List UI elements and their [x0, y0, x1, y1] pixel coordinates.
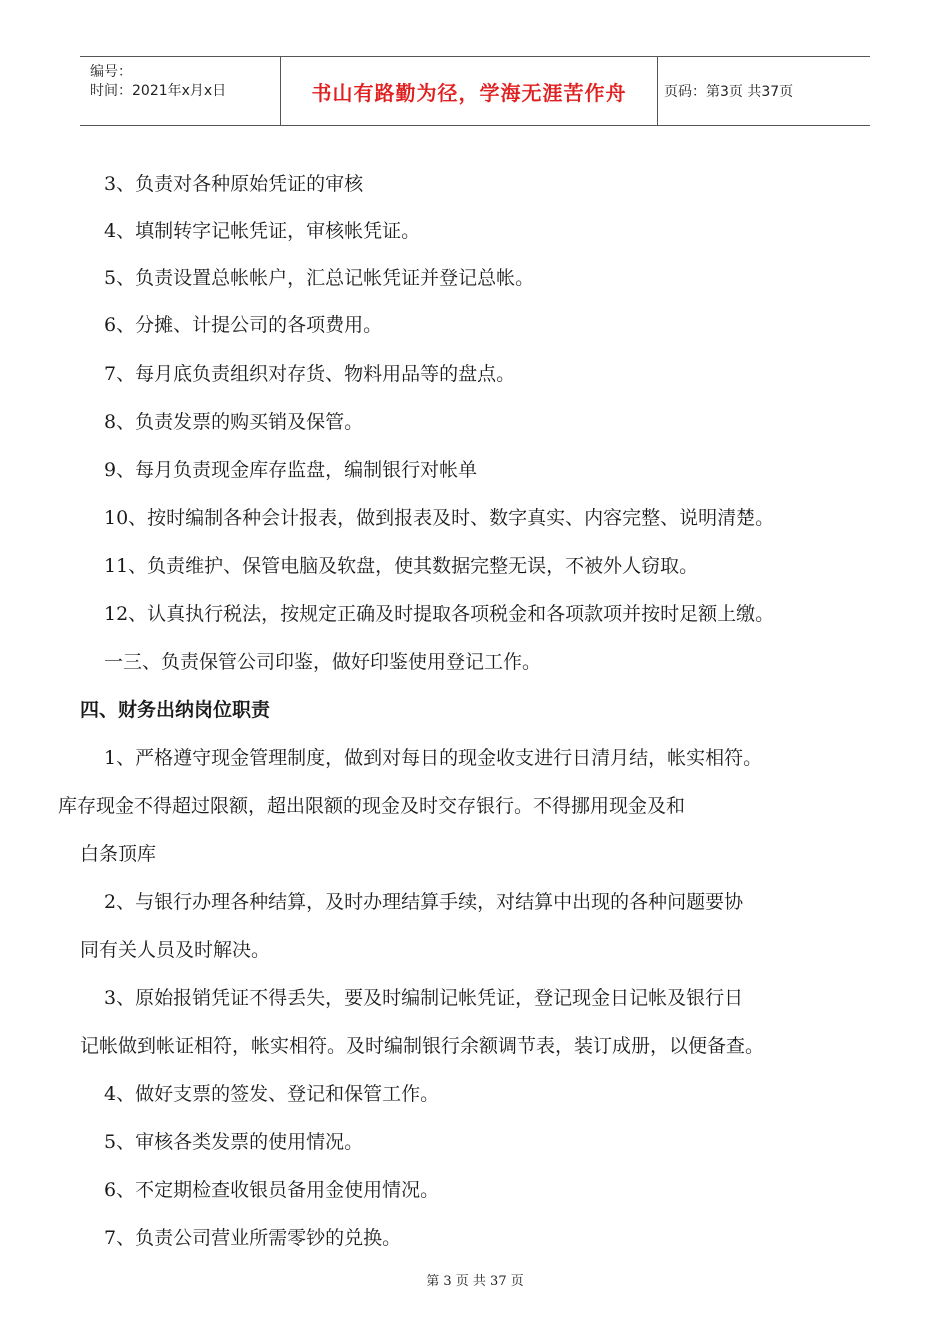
- duty-line-12: 12、认真执行税法，按规定正确及时提取各项税金和各项款项并按时足额上缴。: [104, 603, 775, 625]
- cashier-line-2-cont: 同有关人员及时解决。: [80, 939, 271, 961]
- duty-line-7: 7、每月底负责组织对存货、物料用品等的盘点。: [104, 363, 516, 385]
- cashier-line-3-cont: 记帐做到帐证相符，帐实相符。及时编制银行余额调节表，装订成册，以便备查。: [80, 1035, 765, 1057]
- duty-line-6: 6、分摊、计提公司的各项费用。: [104, 314, 383, 336]
- header-motto-cell: [280, 57, 658, 125]
- header-page-info: 页码：第3页 共37页: [664, 84, 794, 100]
- doc-number-label: 编号：: [90, 64, 132, 80]
- page-header: [80, 56, 870, 126]
- duty-line-4: 4、填制转字记帐凭证，审核帐凭证。: [104, 220, 421, 242]
- duty-line-9: 9、每月负责现金库存监盘，编制银行对帐单: [104, 459, 478, 481]
- duty-line-11: 11、负责维护、保管电脑及软盘，使其数据完整无误，不被外人窃取。: [104, 555, 699, 577]
- cashier-line-5: 5、审核各类发票的使用情况。: [104, 1131, 364, 1153]
- doc-date-label: 时间：2021年x月x日: [90, 83, 227, 99]
- header-meta: [80, 57, 280, 125]
- cashier-line-2: 2、与银行办理各种结算，及时办理结算手续，对结算中出现的各种问题要协: [104, 891, 744, 913]
- duty-line-3: 3、负责对各种原始凭证的审核: [104, 173, 364, 195]
- cashier-line-4: 4、做好支票的签发、登记和保管工作。: [104, 1083, 440, 1105]
- header-page-cell: [656, 57, 870, 125]
- cashier-line-7: 7、负责公司营业所需零钞的兑换。: [104, 1227, 402, 1249]
- duty-line-10: 10、按时编制各种会计报表，做到报表及时、数字真实、内容完整、说明清楚。: [104, 507, 775, 529]
- cashier-line-1: 1、严格遵守现金管理制度，做到对每日的现金收支进行日清月结，帐实相符。: [104, 747, 763, 769]
- cashier-line-1-cont: 库存现金不得超过限额，超出限额的现金及时交存银行。不得挪用现金及和: [58, 795, 686, 817]
- section-heading-cashier: 四、财务出纳岗位职责: [80, 699, 271, 721]
- cashier-line-3: 3、原始报销凭证不得丢失，要及时编制记帐凭证，登记现金日记帐及银行日: [104, 987, 744, 1009]
- duty-line-5: 5、负责设置总帐帐户，汇总记帐凭证并登记总帐。: [104, 267, 535, 289]
- duty-line-8: 8、负责发票的购买销及保管。: [104, 411, 364, 433]
- cashier-line-6: 6、不定期检查收银员备用金使用情况。: [104, 1179, 440, 1201]
- duty-line-13: 一三、负责保管公司印鉴，做好印鉴使用登记工作。: [104, 651, 542, 673]
- page-footer: 第 3 页 共 37 页: [426, 1274, 524, 1289]
- cashier-line-1-end: 白条顶库: [80, 843, 157, 865]
- header-motto: 书山有路勤为径，学海无涯苦作舟: [311, 80, 627, 105]
